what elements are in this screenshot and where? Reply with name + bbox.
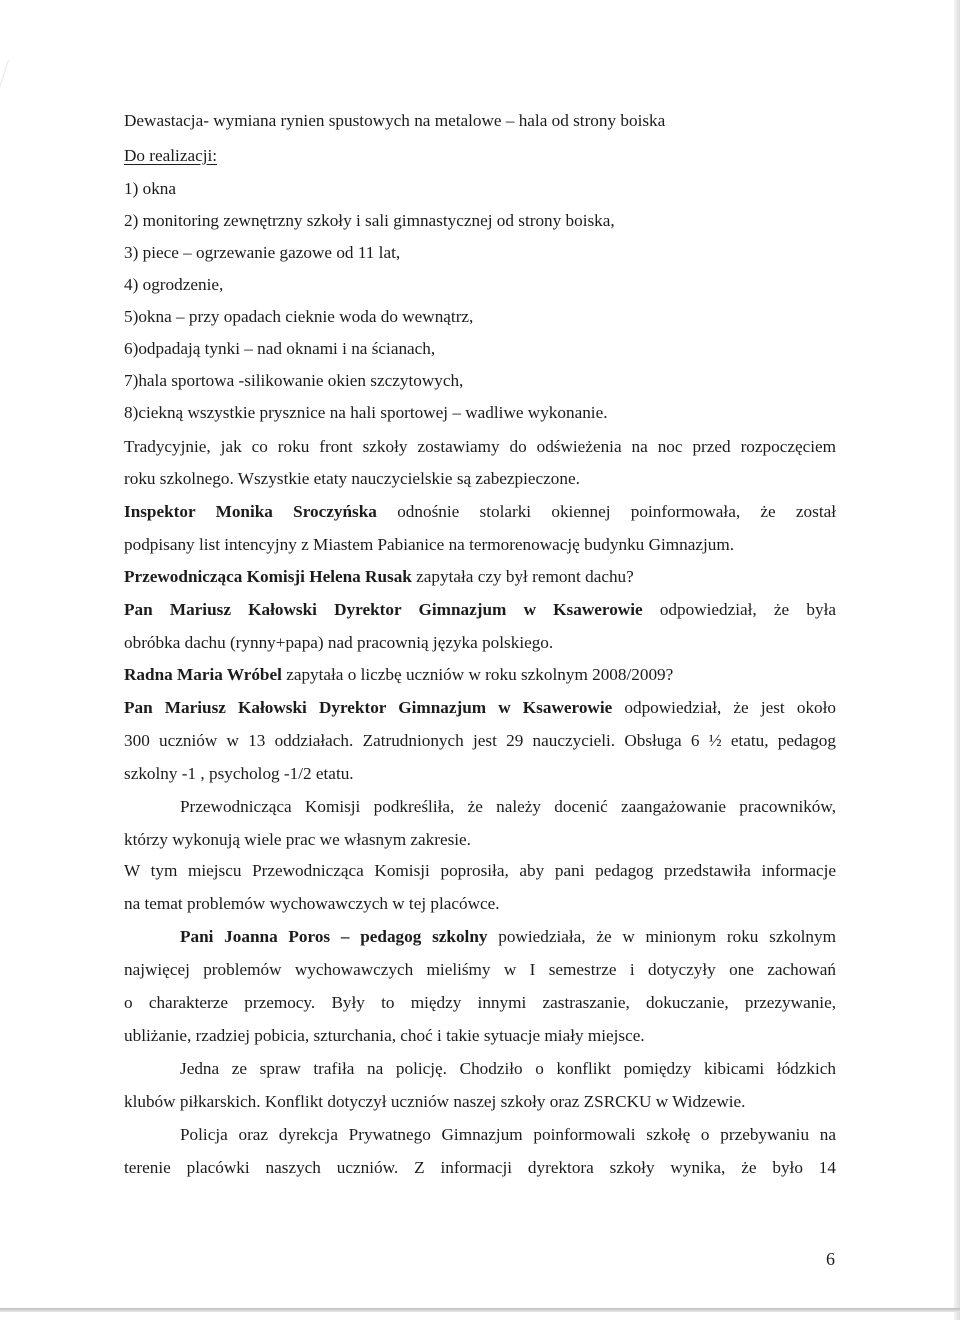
speaker-name: Pan Mariusz Kałowski Dyrektor Gimnazjum w Ksawerowie: [124, 698, 613, 717]
text-line: W tym miejscu Przewodnicząca Komisji poprosiła, aby pani pedagog przedstawiła informacje: [124, 861, 836, 880]
list-item: 5)okna – przy opadach cieknie woda do wewnątrz,: [124, 307, 474, 326]
text-line: szkolny -1 , psycholog -1/2 etatu.: [124, 764, 354, 783]
list-item: 7)hala sportowa -silikowanie okien szczytowych,: [124, 371, 464, 390]
scan-bottom-edge: [0, 1308, 960, 1312]
list-item: 3) piece – ogrzewanie gazowe od 11 lat,: [124, 243, 401, 262]
text-line: obróbka dachu (rynny+papa) nad pracownią języka polskiego.: [124, 633, 554, 652]
text-line: terenie placówki naszych uczniów. Z informacji dyrektora szkoły wynika, że było 14: [124, 1158, 836, 1177]
text-line: Pan Mariusz Kałowski Dyrektor Gimnazjum w Ksawerowie odpowiedział, że jest około: [124, 698, 837, 717]
speaker-name: Radna Maria Wróbel: [124, 665, 282, 684]
text-line: roku szkolnego. Wszystkie etaty nauczycielskie są zabezpieczone.: [124, 469, 580, 488]
list-item: 4) ogrodzenie,: [124, 275, 224, 294]
list-item: 2) monitoring zewnętrzny szkoły i sali gimnastycznej od strony boiska,: [124, 211, 615, 230]
page-number: 6: [826, 1249, 835, 1269]
text-line: Inspektor Monika Sroczyńska odnośnie stolarki okiennej poinformowała, że został: [124, 502, 837, 521]
text-line: ubliżanie, rzadziej pobicia, szturchania, choć i takie sytuacje miały miejsce.: [124, 1026, 645, 1045]
text-line: podpisany list intencyjny z Miastem Pabianice na termorenowację budynku Gimnazjum.: [124, 535, 735, 554]
text-line: Pan Mariusz Kałowski Dyrektor Gimnazjum w Ksawerowie odpowiedział, że była: [124, 600, 836, 619]
scan-edge: [954, 0, 960, 1320]
text-line: klubów piłkarskich. Konflikt dotyczył uczniów naszej szkoły oraz ZSRCKU w Widzewie.: [124, 1092, 746, 1111]
text-line: Tradycyjnie, jak co roku front szkoły zostawiamy do odświeżenia na noc przed rozpoczęciem: [124, 437, 836, 456]
text-line: Policja oraz dyrekcja Prywatnego Gimnazjum poinformowali szkołę o przebywaniu na: [180, 1125, 836, 1144]
text-line: o charakterze przemocy. Były to między innymi zastraszanie, dokuczanie, przezywanie,: [124, 993, 836, 1012]
speaker-name: Pan Mariusz Kałowski Dyrektor Gimnazjum w Ksawerowie: [124, 600, 643, 619]
text-line: Jedna ze spraw trafiła na policję. Chodziło o konflikt pomiędzy kibicami łódzkich: [180, 1059, 836, 1078]
text-line: Przewodnicząca Komisji Helena Rusak zapytała czy był remont dachu?: [124, 567, 634, 586]
list-item: 8)ciekną wszystkie prysznice na hali sportowej – wadliwe wykonanie.: [124, 403, 608, 422]
text-line: najwięcej problemów wychowawczych mieliśmy w I semestrze i dotyczyły one zachowań: [124, 960, 836, 979]
text-line: Dewastacja- wymiana rynien spustowych na metalowe – hala od strony boiska: [124, 111, 666, 130]
list-item: 6)odpadają tynki – nad oknami i na ścianach,: [124, 339, 436, 358]
scan-artifact: [0, 60, 9, 231]
speaker-name: Przewodnicząca Komisji Helena Rusak: [124, 567, 412, 586]
text-line: 300 uczniów w 13 oddziałach. Zatrudnionych jest 29 nauczycieli. Obsługa 6 ½ etatu, pedagog: [124, 731, 836, 750]
list-item: 1) okna: [124, 179, 177, 198]
text-line: Pani Joanna Poros – pedagog szkolny powiedziała, że w minionym roku szkolnym: [180, 927, 836, 946]
speaker-name: Inspektor Monika Sroczyńska: [124, 502, 377, 521]
text-line: Radna Maria Wróbel zapytała o liczbę uczniów w roku szkolnym 2008/2009?: [124, 665, 674, 684]
speaker-name: Pani Joanna Poros – pedagog szkolny: [180, 927, 488, 946]
text-line: Przewodnicząca Komisji podkreśliła, że należy docenić zaangażowanie pracowników,: [180, 797, 836, 816]
text-line: na temat problemów wychowawczych w tej placówce.: [124, 894, 500, 913]
text-line: którzy wykonują wiele prac we własnym zakresie.: [124, 830, 471, 849]
section-heading: Do realizacji:: [124, 146, 218, 165]
